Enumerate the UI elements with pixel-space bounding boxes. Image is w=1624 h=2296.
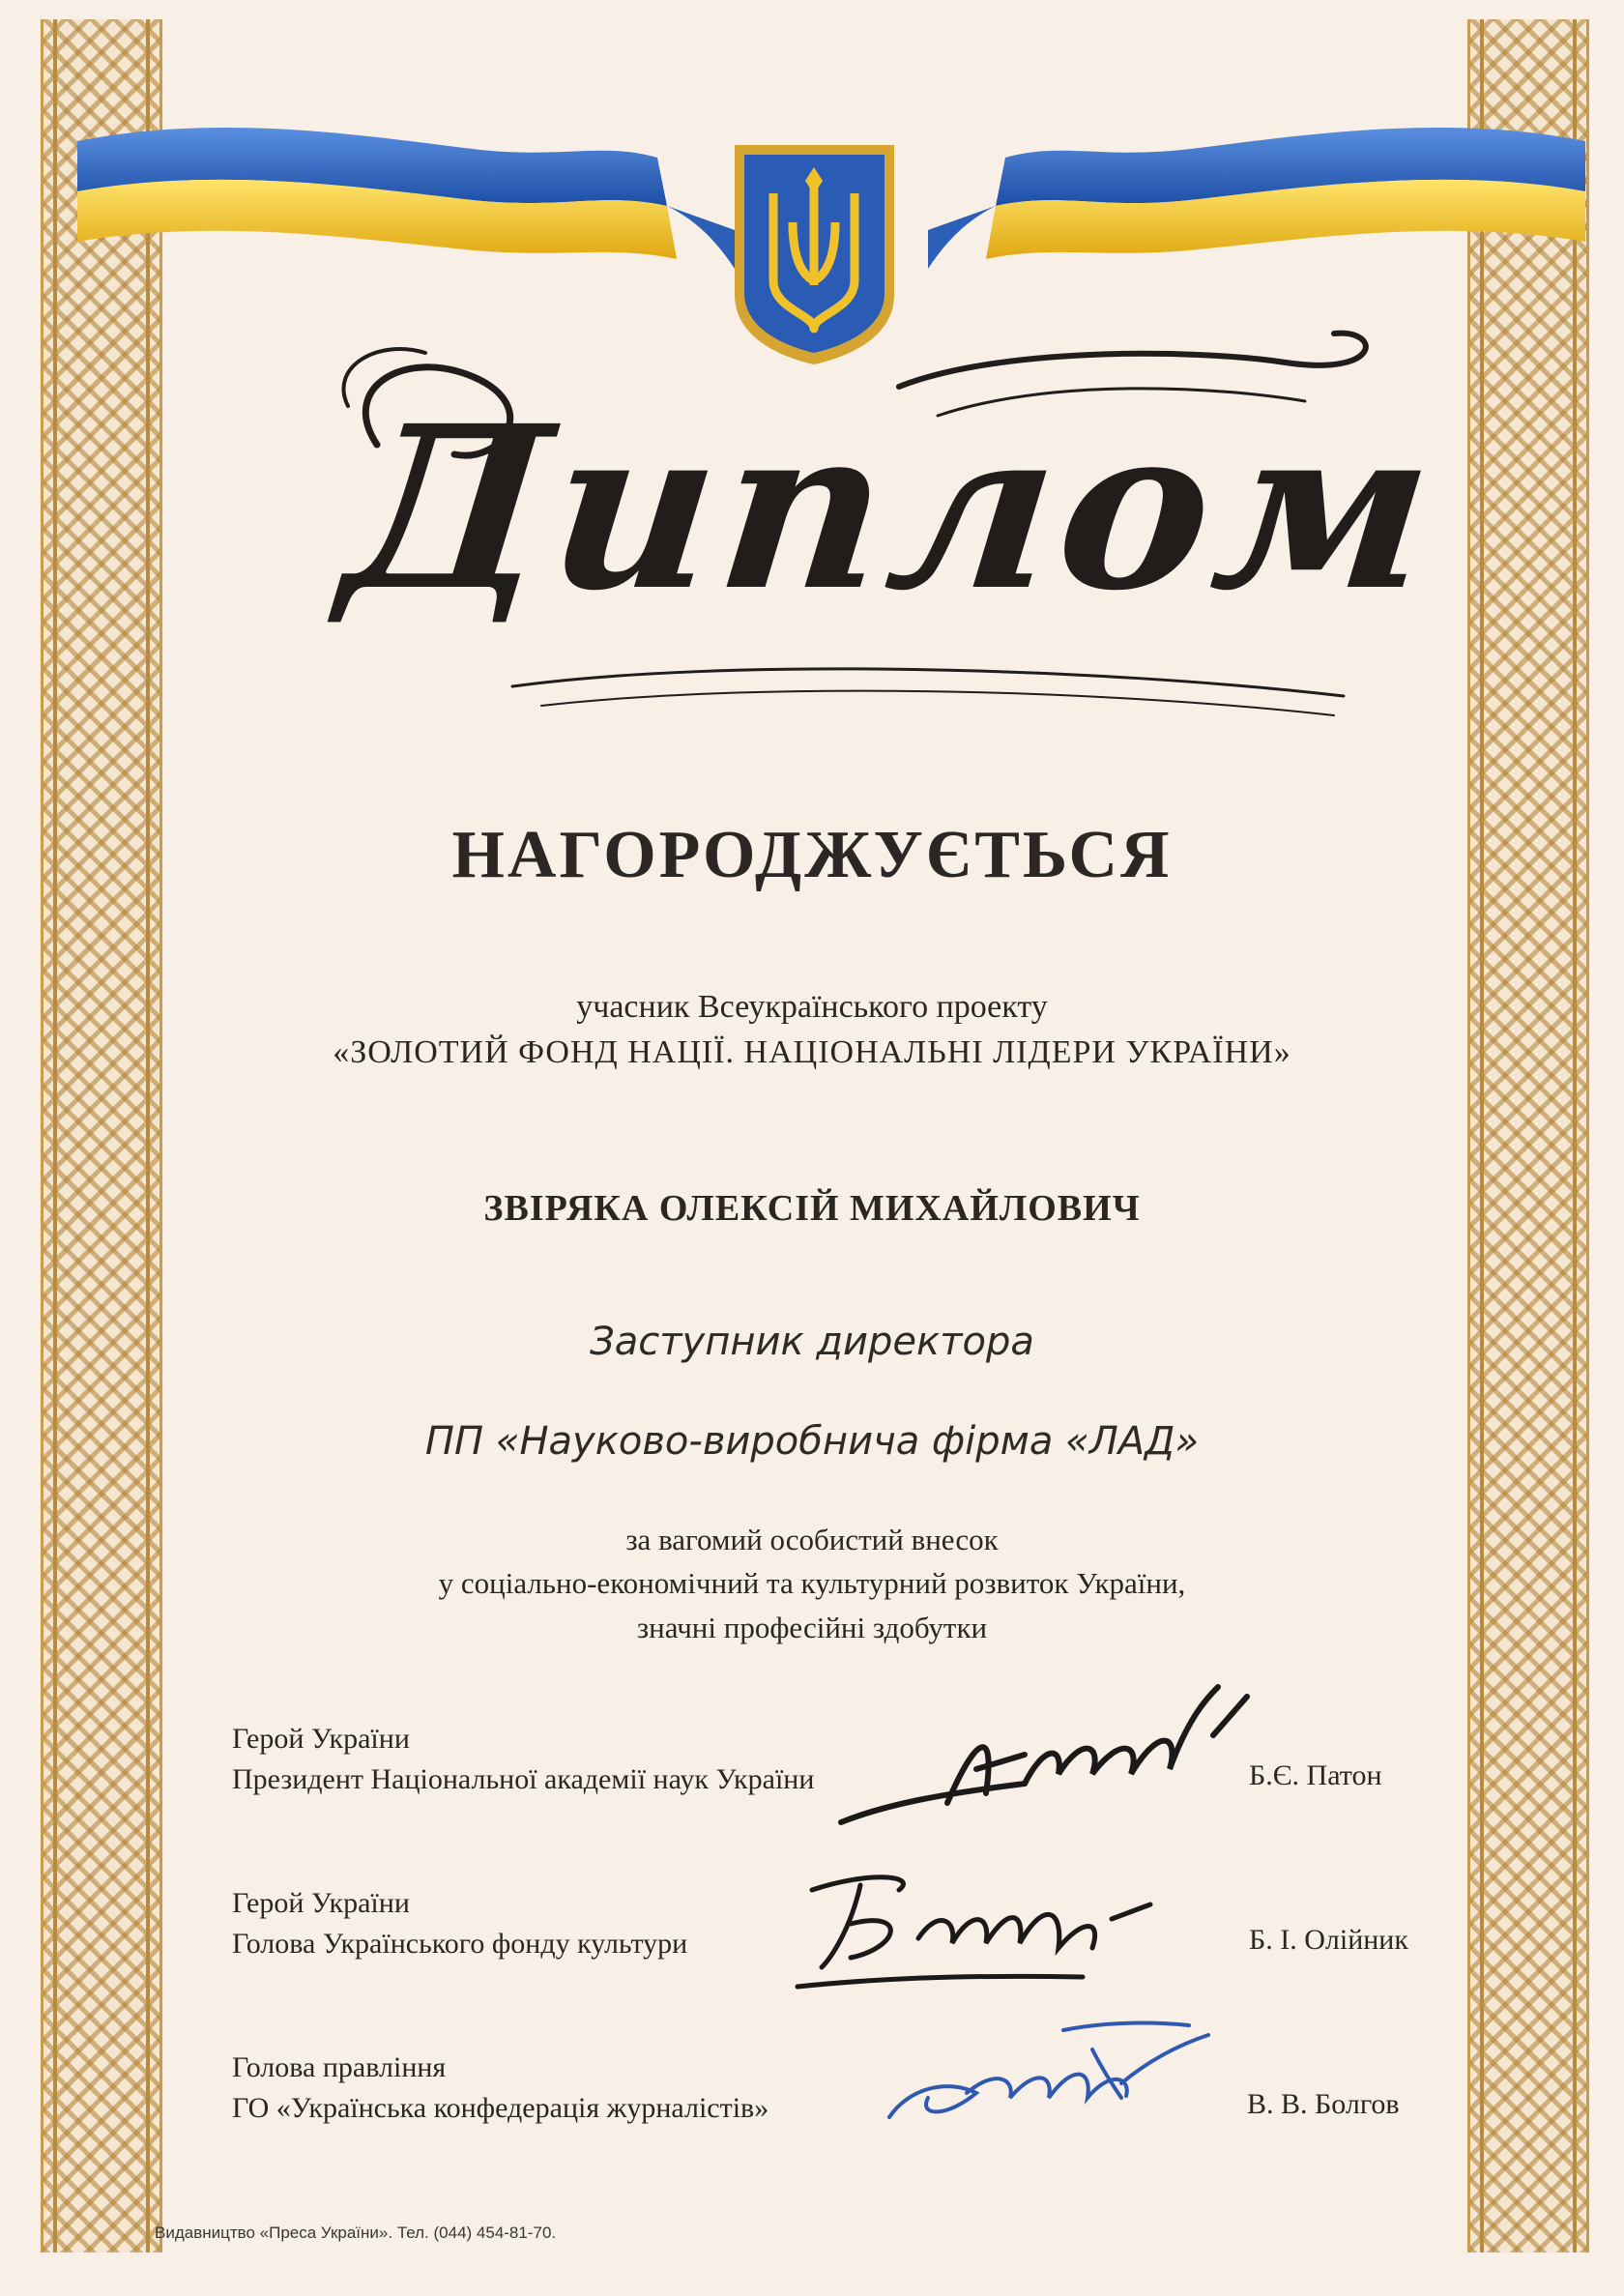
signatory-title: Голова правління [232,2051,447,2083]
participant-line: учасник Всеукраїнського проекту [576,989,1048,1025]
recipient-position: Заступник директора [590,1320,1034,1364]
left-ornament-border [41,19,162,2252]
signatory-name: Б. І. Олійник [1249,1924,1408,1956]
motivation-line: значні професійні здобутки [636,1611,988,1644]
motivation-line: у соціально-економічний та культурний розвиток України, [438,1566,1186,1600]
signature-1 [831,1677,1257,1842]
signatory-title: Герой України [232,1887,410,1919]
signatory-name: В. В. Болгов [1247,2088,1400,2120]
diploma-title: Диплом [334,376,1450,640]
signature-2 [793,1851,1179,1996]
signatory-title: Голова Українського фонду культури [232,1928,688,1960]
signature-3 [870,2011,1218,2136]
project-name: «ЗОЛОТИЙ ФОНД НАЦІЇ. НАЦІОНАЛЬНІ ЛІДЕРИ УКРАЇНИ» [333,1034,1291,1070]
award-heading: НАГОРОДЖУЄТЬСЯ [451,818,1173,892]
right-ornament-border [1467,19,1589,2252]
signatory-title: Президент Національної академії наук України [232,1763,815,1795]
signatory-name: Б.Є. Патон [1249,1759,1382,1791]
recipient-name: ЗВІРЯКА ОЛЕКСІЙ МИХАЙЛОВИЧ [483,1188,1141,1229]
motivation-line: за вагомий особистий внесок [625,1523,999,1556]
signatory-title: ГО «Українська конфедерація журналістів» [232,2092,769,2124]
recipient-company: ПП «Науково-виробнича фірма «ЛАД» [424,1419,1200,1464]
publisher-footer: Видавництво «Преса України». Тел. (044) 454-81-70. [155,2223,557,2242]
signatory-title: Герой України [232,1723,410,1755]
